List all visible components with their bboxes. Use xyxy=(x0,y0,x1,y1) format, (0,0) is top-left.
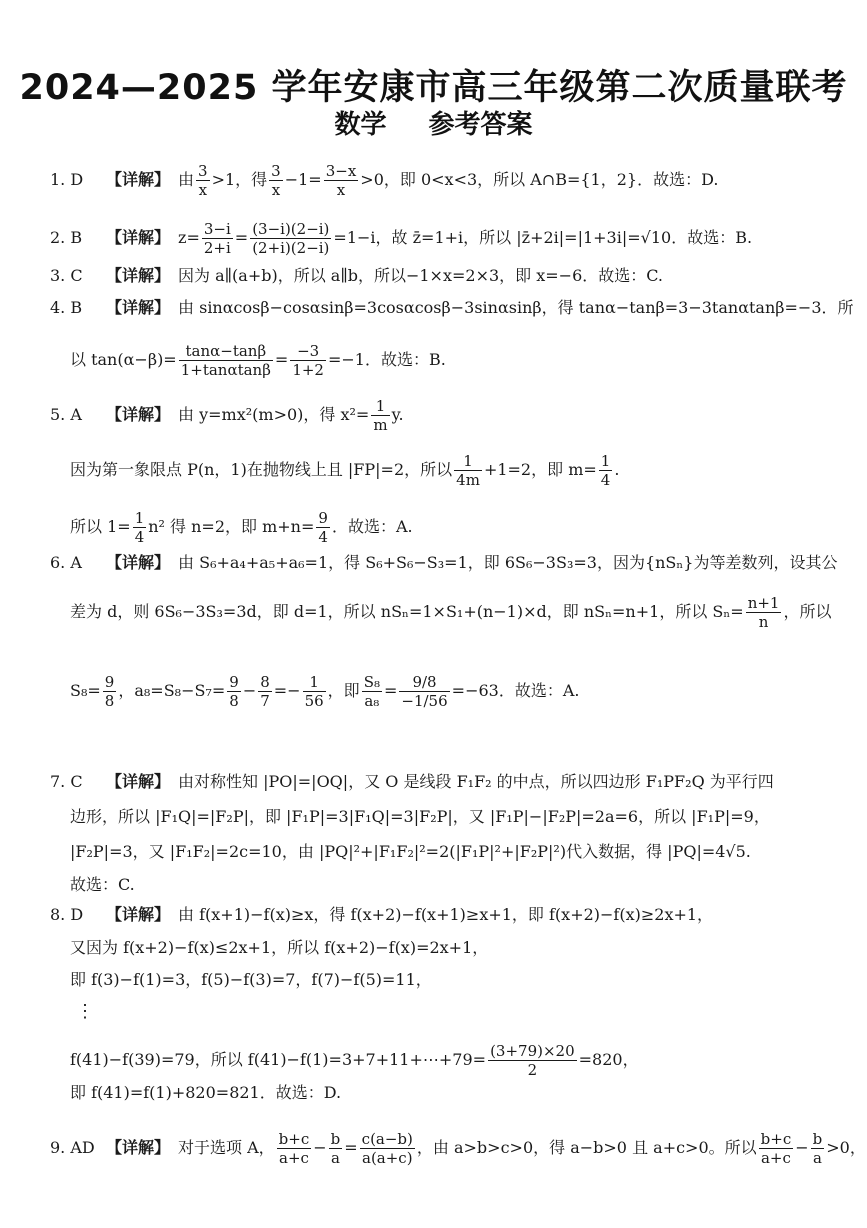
fraction xyxy=(227,673,241,710)
text-run: f(41)−f(39)=79，所以 f(41)−f(1)=3+7+11+⋯+79= xyxy=(70,1050,487,1069)
text-run: 由 y=mx²(m>0)，得 x²= xyxy=(178,405,370,424)
fraction xyxy=(258,673,272,710)
text-run: =820， xyxy=(578,1050,639,1069)
fraction xyxy=(316,509,330,546)
denominator: 7 xyxy=(260,692,270,710)
fraction xyxy=(290,342,326,379)
fraction xyxy=(599,452,613,489)
fraction xyxy=(103,673,117,710)
text-run: 以 tan(α−β)= xyxy=(70,350,177,369)
numerator: 1 xyxy=(600,452,611,470)
answer-line xyxy=(70,594,847,631)
answer-line xyxy=(70,342,847,379)
text-run: S₈= xyxy=(70,681,101,700)
numerator: b+c xyxy=(760,1130,792,1148)
numerator: b+c xyxy=(278,1130,310,1148)
numerator: 3−i xyxy=(203,220,231,238)
numerator: 3 xyxy=(271,162,281,180)
denominator: 1+tanαtanβ xyxy=(180,361,271,379)
denominator: 8 xyxy=(229,692,239,710)
answer-item xyxy=(50,553,847,573)
denominator: a(a+c) xyxy=(362,1149,413,1167)
text-run: − xyxy=(795,1138,809,1157)
detail-tag: 【详解】 xyxy=(106,266,171,285)
fraction xyxy=(196,162,210,199)
numerator: 8 xyxy=(260,673,270,691)
numerator: 9 xyxy=(318,509,328,527)
answer-line: |F₂P|=3，又 |F₁F₂|=2c=10，由 |PQ|²+|F₁F₂|²=2(|F₁P|²+|F₂P|²)代入数据，得 |PQ|=4√5. xyxy=(70,842,751,861)
fraction xyxy=(202,220,233,257)
text-run: 因为第一象限点 P(n，1)在抛物线上且 |FP|=2，所以 xyxy=(70,460,453,479)
answer-number: 7. C xyxy=(50,772,83,791)
numerator: 3 xyxy=(198,162,208,180)
fraction xyxy=(811,1130,825,1167)
answer-number: 9. AD xyxy=(50,1138,95,1157)
answer-item xyxy=(50,298,854,318)
denominator: −1/56 xyxy=(401,692,448,710)
page-subtitle xyxy=(0,104,867,141)
text-run: 由 S₆+a₄+a₅+a₆=1，得 S₆+S₆−S₃=1，即 6S₆−3S₃=3，因为{nSₙ}为等差数列，设其公 xyxy=(178,553,838,572)
answer-number: 8. D xyxy=(50,905,84,924)
detail-tag: 【详解】 xyxy=(106,1138,171,1157)
denominator: 4m xyxy=(456,471,480,489)
text-run: = xyxy=(274,350,289,369)
numerator: 1 xyxy=(371,397,389,416)
numerator: (3−i)(2−i) xyxy=(252,220,330,238)
fraction xyxy=(324,162,359,199)
answer-item xyxy=(50,220,847,257)
numerator: c(a−b) xyxy=(361,1130,413,1148)
text-run: >0，即 0<x<3，所以 A∩B={1，2}．故选：D. xyxy=(360,170,719,189)
denominator: a+c xyxy=(760,1149,791,1167)
answer-item xyxy=(50,162,847,199)
fraction xyxy=(133,509,147,546)
detail-tag: 【详解】 xyxy=(106,170,171,189)
answer-line: 即 f(41)=f(1)+820=821．故选：D. xyxy=(70,1083,342,1102)
text-run: z= xyxy=(178,228,200,247)
answer-number: 2. B xyxy=(50,228,83,247)
denominator: 4 xyxy=(600,471,611,489)
text-run: =1−i，故 z̄=1+i，所以 |z̄+2i|=|1+3i|=√10．故选：B. xyxy=(333,228,753,247)
text-run: ．故选：A. xyxy=(331,517,413,536)
text-run: =−1．故选：B. xyxy=(327,350,446,369)
fraction xyxy=(269,162,283,199)
numerator: tanα−tanβ xyxy=(179,342,273,361)
answer-line: 即 f(3)−f(1)=3，f(5)−f(3)=7，f(7)−f(5)=11， xyxy=(70,970,432,989)
text-run: 由 sinαcosβ−cosαsinβ=3cosαcosβ−3sinαsinβ，得 tanα−tanβ=3−3tanαtanβ=−3．所 xyxy=(178,298,854,317)
detail-tag: 【详解】 xyxy=(106,298,171,317)
fraction xyxy=(303,673,326,710)
text-run: ，a₈=S₈−S₇= xyxy=(118,681,226,700)
text-run: 由 f(x+1)−f(x)≥x，得 f(x+2)−f(x+1)≥x+1，即 f(x+2)−f(x)≥2x+1， xyxy=(178,905,714,924)
answer-line xyxy=(70,673,847,710)
text-run: = xyxy=(344,1138,358,1157)
answer-item xyxy=(50,772,847,792)
denominator: 4 xyxy=(134,528,145,546)
text-run: >1，得 xyxy=(211,170,268,189)
denominator: a+c xyxy=(279,1149,309,1167)
denominator: a xyxy=(812,1149,822,1167)
fraction xyxy=(179,342,273,379)
denominator: x xyxy=(198,181,208,199)
denominator: 1+2 xyxy=(292,361,324,379)
answer-number: 5. A xyxy=(50,405,82,424)
numerator: 3−x xyxy=(325,162,357,180)
fraction xyxy=(277,1130,312,1167)
fraction xyxy=(399,673,449,710)
answer-number: 6. A xyxy=(50,553,82,572)
detail-tag: 【详解】 xyxy=(106,772,171,791)
text-run: 所以 1= xyxy=(70,517,131,536)
answer-item xyxy=(50,397,847,434)
denominator: 2 xyxy=(527,1061,538,1079)
numerator: S₈ xyxy=(363,673,380,691)
answer-line: 故选：C. xyxy=(70,875,135,894)
fraction xyxy=(488,1042,577,1079)
text-run: . xyxy=(614,460,620,479)
text-run: n² 得 n=2，即 m+n= xyxy=(148,517,315,536)
numerator: −3 xyxy=(290,342,326,361)
numerator: b xyxy=(812,1130,823,1148)
fraction xyxy=(362,673,382,710)
answer-item xyxy=(50,266,847,286)
denominator: 8 xyxy=(104,692,115,710)
denominator: 2+i xyxy=(203,239,231,257)
answer-line xyxy=(70,1042,847,1079)
doc-type-label: 参考答案 xyxy=(428,110,533,140)
detail-tag: 【详解】 xyxy=(106,228,171,247)
answer-line: 边形，所以 |F₁Q|=|F₂P|，即 |F₁P|=3|F₁Q|=3|F₂P|，又 |F₁P|−|F₂P|=2a=6，所以 |F₁P|=9， xyxy=(70,807,770,826)
text-run: ，即 xyxy=(327,681,360,700)
text-run: =−63．故选：A. xyxy=(451,681,580,700)
text-run: = xyxy=(234,228,249,247)
numerator: 1 xyxy=(134,509,145,527)
answer-number: 4. B xyxy=(50,298,83,317)
denominator: n xyxy=(758,613,769,631)
answer-line xyxy=(70,452,847,489)
denominator: x xyxy=(336,181,346,199)
numerator: 1 xyxy=(454,452,482,471)
fraction xyxy=(250,220,331,257)
text-run: ，所以 xyxy=(783,602,832,621)
numerator: n+1 xyxy=(747,594,780,612)
fraction xyxy=(454,452,482,489)
denominator: a₈ xyxy=(364,692,380,710)
detail-tag: 【详解】 xyxy=(106,553,171,572)
text-run: 因为 a∥(a+b)，所以 a∥b，所以−1×x=2×3，即 x=−6．故选：C. xyxy=(178,266,664,285)
answer-item xyxy=(50,1130,866,1167)
fraction xyxy=(371,397,389,434)
denominator: 4 xyxy=(318,528,328,546)
answer-item xyxy=(50,905,847,925)
text-run: ，由 a>b>c>0，得 a−b>0 且 a+c>0。所以 xyxy=(416,1138,757,1157)
text-run: −1= xyxy=(284,170,322,189)
fraction xyxy=(360,1130,415,1167)
text-run: − xyxy=(313,1138,327,1157)
fraction xyxy=(746,594,782,631)
subject-label: 数学 xyxy=(334,110,387,140)
denominator: a xyxy=(330,1149,340,1167)
answer-line: 又因为 f(x+2)−f(x)≤2x+1，所以 f(x+2)−f(x)=2x+1， xyxy=(70,938,489,957)
fraction xyxy=(759,1130,794,1167)
text-run: >0， xyxy=(826,1138,866,1157)
numerator: b xyxy=(330,1130,341,1148)
denominator: x xyxy=(271,181,281,199)
text-run: =− xyxy=(273,681,301,700)
text-run: = xyxy=(383,681,398,700)
text-run: 由 xyxy=(178,170,195,189)
answer-number: 3. C xyxy=(50,266,83,285)
detail-tag: 【详解】 xyxy=(106,405,171,424)
denominator: m xyxy=(373,416,388,434)
text-run: 差为 d，则 6S₆−3S₃=3d，即 d=1，所以 nSₙ=1×S₁+(n−1)×d，即 nSₙ=n+1，所以 Sₙ= xyxy=(70,602,744,621)
denominator: (2+i)(2−i) xyxy=(252,239,330,257)
denominator: 56 xyxy=(304,692,324,710)
text-run: − xyxy=(242,681,257,700)
answer-number: 1. D xyxy=(50,170,84,189)
detail-tag: 【详解】 xyxy=(106,905,171,924)
answer-line xyxy=(70,509,847,546)
text-run: +1=2，即 m= xyxy=(483,460,597,479)
text-run: 由对称性知 |PO|=|OQ|，又 O 是线段 F₁F₂ 的中点，所以四边形 F₁PF₂Q 为平行四 xyxy=(178,772,774,791)
numerator: 9 xyxy=(104,673,115,691)
fraction xyxy=(329,1130,343,1167)
numerator: 1 xyxy=(303,673,326,692)
numerator: (3+79)×20 xyxy=(490,1042,575,1060)
numerator: 9 xyxy=(229,673,239,691)
numerator: 9/8 xyxy=(399,673,449,692)
text-run: y. xyxy=(391,405,404,424)
page-title: 2024—2025 学年安康市高三年级第二次质量联考 xyxy=(19,68,848,108)
text-run: 对于选项 A， xyxy=(178,1138,275,1157)
ellipsis: ⋮ xyxy=(76,1001,94,1022)
